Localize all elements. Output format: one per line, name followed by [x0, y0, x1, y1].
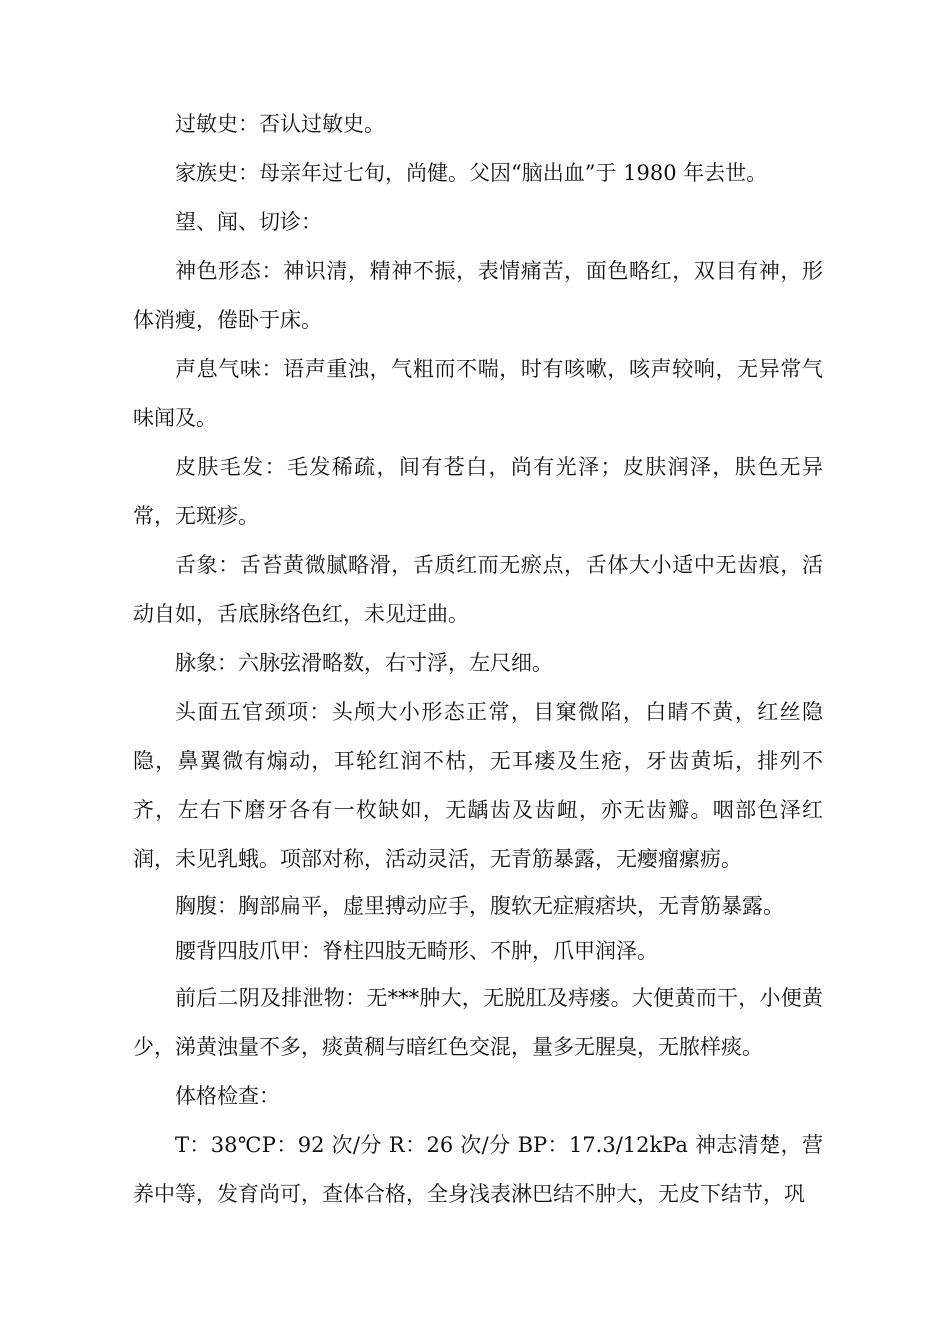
paragraph-spirit-form: 神色形态：神识清，精神不振，表情痛苦，面色略红，双目有神，形体消瘦，倦卧于床。 [133, 259, 823, 332]
paragraph-back-limbs-nails: 腰背四肢爪甲：脊柱四肢无畸形、不肿，爪甲润泽。 [175, 939, 658, 963]
paragraph-inspection-heading: 望、闻、切诊： [175, 210, 322, 234]
document-body [133, 100, 823, 1219]
paragraph-chest-abdomen: 胸腹：胸部扁平，虚里搏动应手，腹软无症瘕痞块，无青筋暴露。 [175, 894, 784, 918]
paragraph-allergy-history: 过敏史：否认过敏史。 [175, 112, 385, 136]
paragraph-excretions: 前后二阴及排泄物：无***肿大，无脱肛及痔瘘。大便黄而干，小便黄少，涕黄浊量不多，痰黄稠与暗红色交混，量多无腥臭，无脓样痰。 [133, 986, 823, 1059]
paragraph-family-history: 家族史：母亲年过七旬，尚健。父因“脑出血”于 1980 年去世。 [175, 161, 768, 185]
paragraph-voice-breath: 声息气味：语声重浊，气粗而不喘，时有咳嗽，咳声较响，无异常气味闻及。 [133, 357, 823, 430]
paragraph-pulse: 脉象：六脉弦滑略数，右寸浮，左尺细。 [175, 651, 553, 675]
paragraph-skin-hair: 皮肤毛发：毛发稀疏，间有苍白，尚有光泽；皮肤润泽，肤色无异常，无斑疹。 [133, 455, 823, 528]
paragraph-physical-exam-heading: 体格检查： [175, 1084, 280, 1108]
paragraph-vital-signs: T：38℃P：92 次/分 R：26 次/分 BP：17.3/12kPa 神志清楚，营养中等，发育尚可，查体合格，全身浅表淋巴结不肿大，无皮下结节，巩 [133, 1133, 823, 1206]
paragraph-tongue: 舌象：舌苔黄微腻略滑，舌质红而无瘀点，舌体大小适中无齿痕，活动自如，舌底脉络色红，未见迂曲。 [133, 553, 823, 626]
paragraph-head-face-neck: 头面五官颈项：头颅大小形态正常，目窠微陷，白睛不黄，红丝隐隐，鼻翼微有煽动，耳轮红润不枯，无耳瘘及生疮，牙齿黄垢，排列不齐，左右下磨牙各有一枚缺如，无龋齿及齿衄，亦无齿瓣。咽部色泽红润，未见乳蛾。项部对称，活动灵活，无青筋暴露，无瘿瘤瘰疬。 [133, 700, 823, 871]
